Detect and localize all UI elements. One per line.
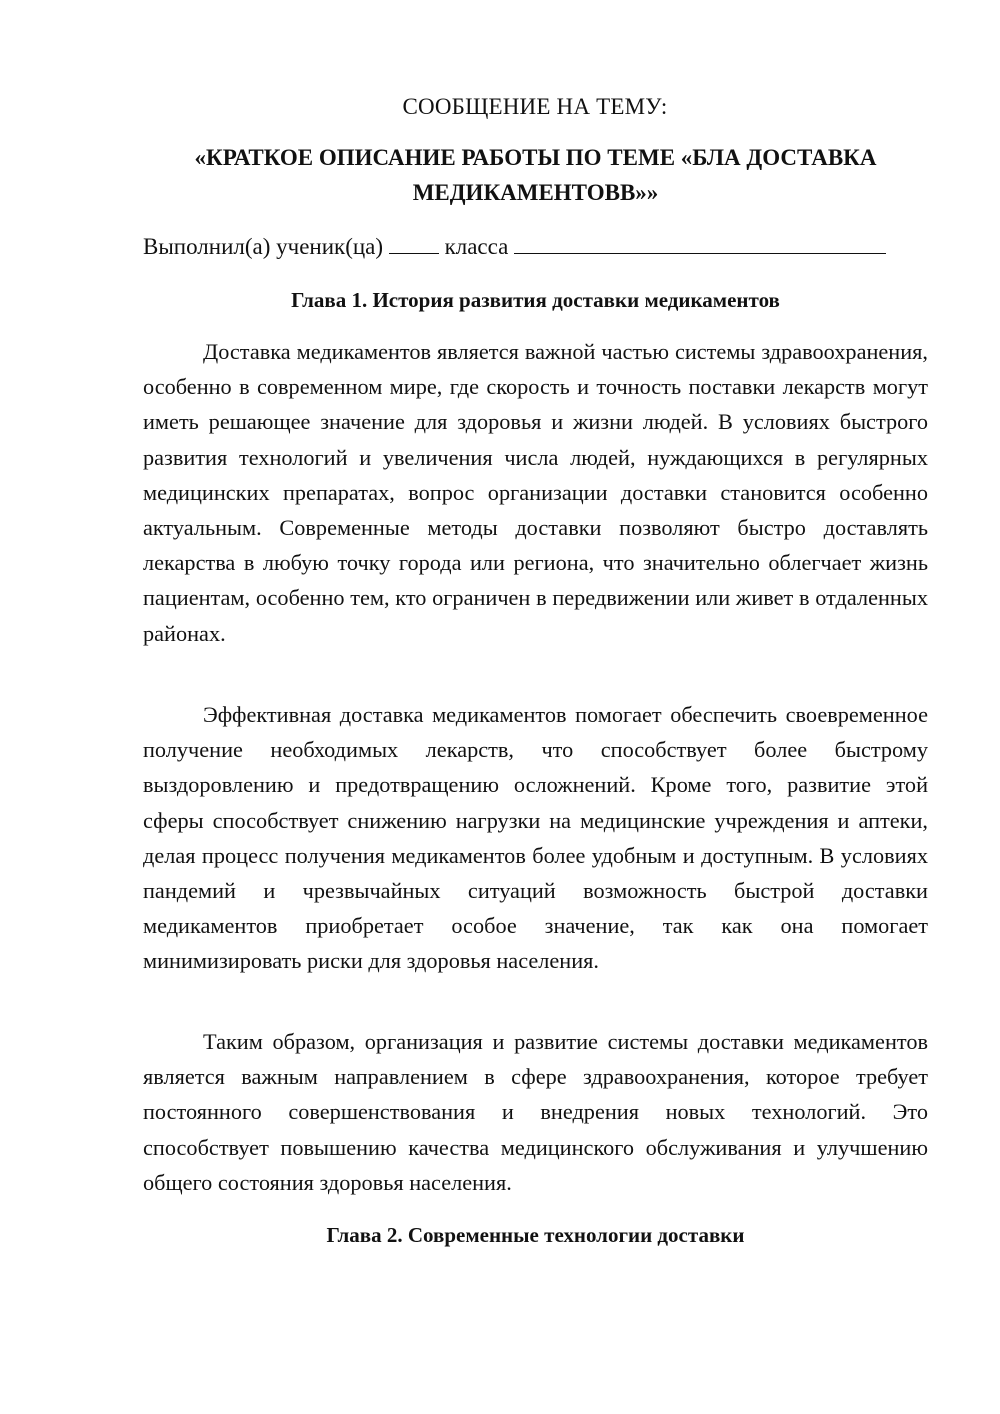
document-title: «КРАТКОЕ ОПИСАНИЕ РАБОТЫ ПО ТЕМЕ «БЛА ДОСТАВКА МЕДИКАМЕНТОВВ»» [194,145,877,205]
paragraph-3: Таким образом, организация и развитие системы доставки медикаментов является важным направлением в сфере здравоохранения, которое требует постоянного совершенствования и внедрения новых технологий. Это способствует повышению качества медицинского обслуживания и улучшению общего состояния здоровья населения. [143,1029,928,1195]
paragraph-1: Доставка медикаментов является важной частью системы здравоохранения, особенно в современном мире, где скорость и точность поставки лекарств могут иметь решающее значение для здоровья и жизни людей. В условиях быстрого развития технологий и увеличения числа людей, нуждающихся в регулярных медицинских препаратах, вопрос организации доставки становится особенно актуальным. Современные методы доставки позволяют быстро доставлять лекарства в любую точку города или региона, что значительно облегчает жизнь пациентам, особенно тем, кто ограничен в передвижении или живет в отдаленных районах. [143,339,928,646]
paragraph-2: Эффективная доставка медикаментов помогает обеспечить своевременное получение необходимых лекарств, что способствует более быстрому выздоровлению и предотвращению осложнений. Кроме того, развитие этой сферы способствует снижению нагрузки на медицинские учреждения и аптеки, делая процесс получения медикаментов более удобным и доступным. В условиях пандемий и чрезвычайных ситуаций возможность быстрой доставки медикаментов приобретает особое значение, так как она помогает минимизировать риски для здоровья населения. [143,702,928,974]
chapter-1-title: Глава 1. История развития доставки медикаментов [291,288,780,312]
author-label: Выполнил(а) ученик(ца) [143,234,384,259]
author-line [143,229,933,264]
chapter-2-title: Глава 2. Современные технологии доставки [326,1223,745,1247]
student-name-blank [514,231,886,254]
document-heading: СООБЩЕНИЕ НА ТЕМУ: [402,94,668,119]
class-number-blank [389,231,439,254]
class-label: класса [444,234,509,259]
